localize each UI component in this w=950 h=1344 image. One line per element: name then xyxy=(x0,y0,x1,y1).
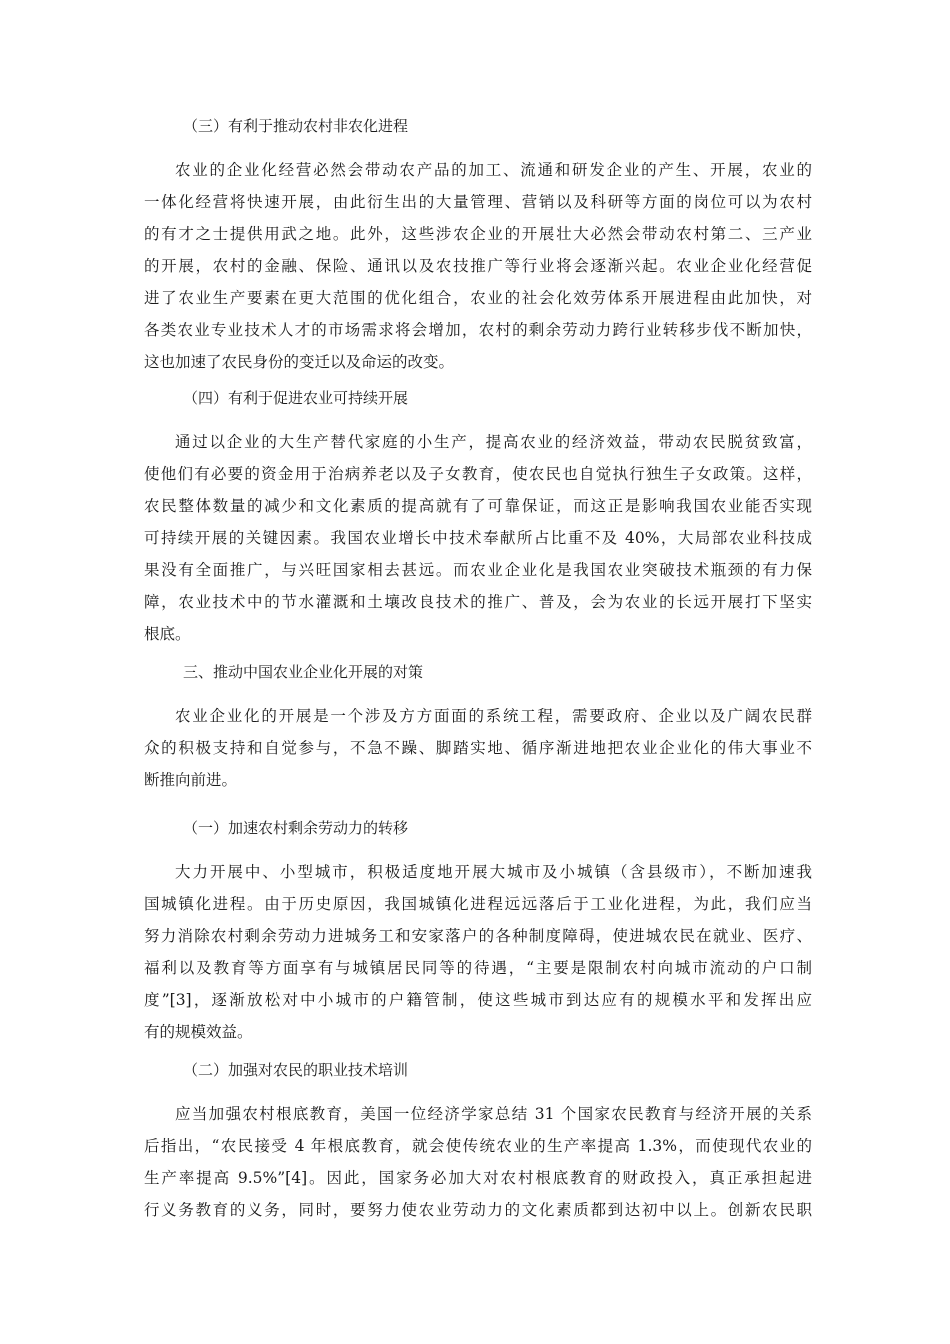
paragraph-line: 国城镇化进程。由于历史原因，我国城镇化进程远远落后于工业化进程，为此，我们应当 xyxy=(144,895,812,913)
paragraph-line: 可持续开展的关键因素。我国农业增长中技术奉献所占比重不及 40%，大局部农业科技成 xyxy=(144,529,812,547)
paragraph-labor-transfer xyxy=(144,856,812,1048)
paragraph-line: 后指出，“农民接受 4 年根底教育，就会使传统农业的生产率提高 1.3%，而使现代农业的 xyxy=(144,1137,812,1155)
paragraph-line: 各类农业专业技术人才的市场需求将会增加，农村的剩余劳动力跨行业转移步伐不断加快， xyxy=(144,321,812,339)
paragraph-line: 的有才之士提供用武之地。此外，这些涉农企业的开展壮大必然会带动农村第二、三产业 xyxy=(144,225,812,243)
paragraph-line: 努力消除农村剩余劳动力进城务工和安家落户的各种制度障碍，使进城农民在就业、医疗、 xyxy=(144,927,812,945)
paragraph-line: 一体化经营将快速开展，由此衍生出的大量管理、营销以及科研等方面的岗位可以为农村 xyxy=(144,193,812,211)
paragraph-line: 生产率提高 9.5%”[4]。因此，国家务必加大对农村根底教育的财政投入，真正承担起进 xyxy=(144,1169,812,1187)
paragraph-line: 福利以及教育等方面享有与城镇居民同等的待遇，“主要是限制农村向城市流动的户口制 xyxy=(144,959,812,977)
paragraph-line: 行义务教育的义务，同时，要努力使农业劳动力的文化素质都到达初中以上。创新农民职 xyxy=(144,1201,812,1219)
paragraph-line: 众的积极支持和自觉参与，不急不躁、脚踏实地、循序渐进地把农业企业化的伟大事业不 xyxy=(144,739,812,757)
paragraph-line: 应当加强农村根底教育，美国一位经济学家总结 31 个国家农民教育与经济开展的关系 xyxy=(175,1105,812,1123)
section-heading-1: （一）加速农村剩余劳动力的转移 xyxy=(183,819,409,837)
paragraph-line: 度”[3]，逐渐放松对中小城市的户籍管制，使这些城市到达应有的规模水平和发挥出应 xyxy=(144,991,812,1009)
chapter-heading-3: 三、推动中国农业企业化开展的对策 xyxy=(183,663,424,681)
paragraph-line: 使他们有必要的资金用于治病养老以及子女教育，使农民也自觉执行独生子女政策。这样， xyxy=(144,465,812,483)
paragraph-line: 果没有全面推广，与兴旺国家相去甚远。而农业企业化是我国农业突破技术瓶颈的有力保 xyxy=(144,561,812,579)
paragraph-line: 障，农业技术中的节水灌溉和土壤改良技术的推广、普及，会为农业的长远开展打下坚实 xyxy=(144,593,812,611)
section-heading-4: （四）有利于促进农业可持续开展 xyxy=(183,389,409,407)
paragraph-line: 有的规模效益。 xyxy=(144,1023,253,1041)
paragraph-countermeasures-intro xyxy=(144,700,812,796)
paragraph-line: 这也加速了农民身份的变迁以及命运的改变。 xyxy=(144,353,455,371)
paragraph-line: 农业的企业化经营必然会带动农产品的加工、流通和研发企业的产生、开展，农业的 xyxy=(175,161,812,179)
paragraph-sustainable-development xyxy=(144,426,812,650)
section-heading-3: （三）有利于推动农村非农化进程 xyxy=(183,117,409,135)
paragraph-line: 进了农业生产要素在更大范围的优化组合，农业的社会化效劳体系开展进程由此加快，对 xyxy=(144,289,812,307)
paragraph-line: 的开展，农村的金融、保险、通讯以及农技推广等行业将会逐渐兴起。农业企业化经营促 xyxy=(144,257,812,275)
paragraph-rural-nonagricultural xyxy=(144,154,812,378)
paragraph-line: 根底。 xyxy=(144,625,191,643)
section-heading-2: （二）加强对农民的职业技术培训 xyxy=(183,1061,409,1079)
paragraph-vocational-training xyxy=(144,1098,812,1226)
paragraph-line: 农民整体数量的减少和文化素质的提高就有了可靠保证，而这正是影响我国农业能否实现 xyxy=(144,497,812,515)
paragraph-line: 通过以企业的大生产替代家庭的小生产，提高农业的经济效益，带动农民脱贫致富， xyxy=(175,433,812,451)
paragraph-line: 农业企业化的开展是一个涉及方方面面的系统工程，需要政府、企业以及广阔农民群 xyxy=(175,707,812,725)
paragraph-line: 断推向前进。 xyxy=(144,771,238,789)
paragraph-line: 大力开展中、小型城市，积极适度地开展大城市及小城镇（含县级市），不断加速我 xyxy=(175,863,812,881)
